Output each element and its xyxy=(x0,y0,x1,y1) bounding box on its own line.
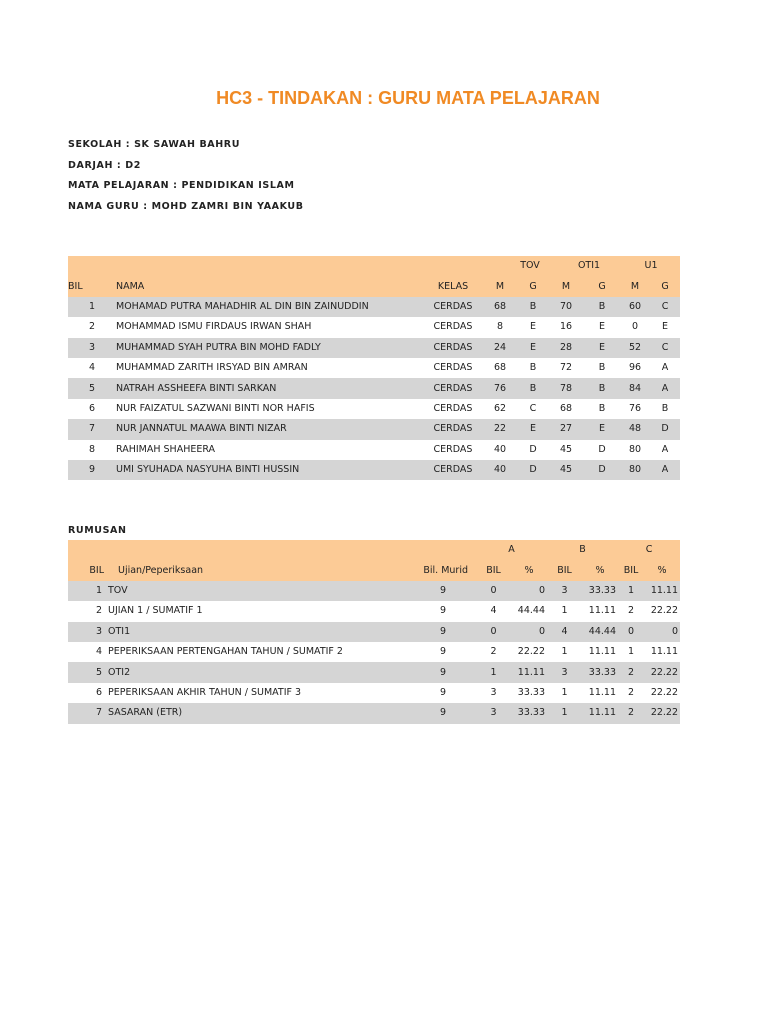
cell-ujian: UJIAN 1 / SUMATIF 1 xyxy=(104,601,366,621)
cell-u1-m: 48 xyxy=(620,419,650,439)
header-tov-g: G xyxy=(518,276,548,296)
cell-bil-murid: 9 xyxy=(366,581,476,601)
cell-tov-m: 40 xyxy=(482,440,518,460)
table-row xyxy=(68,581,680,601)
cell-bil: 4 xyxy=(68,358,116,378)
cell-b-bil: 4 xyxy=(547,622,582,642)
cell-oti1-g: B xyxy=(584,399,620,419)
cell-u1-g: D xyxy=(650,419,680,439)
cell-oti1-m: 28 xyxy=(548,338,584,358)
cell-u1-g: A xyxy=(650,440,680,460)
table-row xyxy=(68,378,680,398)
cell-bil: 3 xyxy=(68,338,116,358)
table-row xyxy=(68,399,680,419)
cell-b-pct: 33.33 xyxy=(582,662,618,682)
cell-a-pct: 0 xyxy=(511,581,547,601)
cell-b-pct: 11.11 xyxy=(582,703,618,723)
table-row xyxy=(68,460,680,480)
cell-kelas: CERDAS xyxy=(424,460,482,480)
cell-oti1-g: E xyxy=(584,317,620,337)
cell-nama: UMI SYUHADA NASYUHA BINTI HUSSIN xyxy=(116,460,424,480)
cell-bil: 5 xyxy=(68,662,104,682)
cell-ujian: PEPERIKSAAN PERTENGAHAN TAHUN / SUMATIF 2 xyxy=(104,642,366,662)
header-c-bil: BIL xyxy=(618,560,644,580)
cell-a-bil: 0 xyxy=(476,622,511,642)
cell-tov-g: B xyxy=(518,358,548,378)
cell-oti1-m: 72 xyxy=(548,358,584,378)
cell-oti1-g: D xyxy=(584,460,620,480)
cell-c-pct: 22.22 xyxy=(644,683,680,703)
cell-oti1-g: B xyxy=(584,358,620,378)
cell-b-bil: 1 xyxy=(547,703,582,723)
cell-nama: MUHAMMAD ZARITH IRSYAD BIN AMRAN xyxy=(116,358,424,378)
cell-tov-g: B xyxy=(518,297,548,317)
header-ujian: Ujian/Peperiksaan xyxy=(104,560,366,580)
cell-u1-m: 80 xyxy=(620,440,650,460)
cell-b-pct: 11.11 xyxy=(582,683,618,703)
cell-bil: 7 xyxy=(68,419,116,439)
cell-tov-g: E xyxy=(518,317,548,337)
header-kelas: KELAS xyxy=(424,276,482,296)
cell-oti1-g: E xyxy=(584,419,620,439)
table-row xyxy=(68,642,680,662)
summary-column-header-row xyxy=(68,560,680,580)
cell-kelas: CERDAS xyxy=(424,419,482,439)
cell-tov-g: B xyxy=(518,378,548,398)
cell-oti1-m: 27 xyxy=(548,419,584,439)
cell-kelas: CERDAS xyxy=(424,338,482,358)
cell-c-pct: 22.22 xyxy=(644,703,680,723)
cell-c-bil: 2 xyxy=(618,703,644,723)
table-row xyxy=(68,317,680,337)
cell-tov-m: 76 xyxy=(482,378,518,398)
table-row xyxy=(68,703,680,723)
table-row xyxy=(68,683,680,703)
cell-c-pct: 22.22 xyxy=(644,662,680,682)
cell-nama: MOHAMAD PUTRA MAHADHIR AL DIN BIN ZAINUDDIN xyxy=(116,297,424,317)
cell-oti1-m: 45 xyxy=(548,460,584,480)
cell-ujian: SASARAN (ETR) xyxy=(104,703,366,723)
group-header-oti1: OTI1 xyxy=(548,256,620,276)
cell-tov-m: 22 xyxy=(482,419,518,439)
cell-oti1-g: D xyxy=(584,440,620,460)
column-header-row xyxy=(68,276,680,296)
table-row xyxy=(68,622,680,642)
cell-kelas: CERDAS xyxy=(424,440,482,460)
group-header-b: B xyxy=(547,540,618,560)
table-row xyxy=(68,358,680,378)
cell-tov-g: C xyxy=(518,399,548,419)
cell-a-bil: 2 xyxy=(476,642,511,662)
cell-oti1-m: 45 xyxy=(548,440,584,460)
cell-u1-g: C xyxy=(650,297,680,317)
summary-group-header-row xyxy=(68,540,680,560)
table-row xyxy=(68,440,680,460)
cell-nama: MOHAMMAD ISMU FIRDAUS IRWAN SHAH xyxy=(116,317,424,337)
cell-bil: 4 xyxy=(68,642,104,662)
cell-a-pct: 11.11 xyxy=(511,662,547,682)
cell-u1-m: 84 xyxy=(620,378,650,398)
cell-oti1-g: E xyxy=(584,338,620,358)
cell-a-bil: 3 xyxy=(476,683,511,703)
cell-oti1-m: 16 xyxy=(548,317,584,337)
group-header-u1: U1 xyxy=(620,256,680,276)
cell-a-pct: 33.33 xyxy=(511,683,547,703)
cell-c-bil: 1 xyxy=(618,642,644,662)
cell-bil: 8 xyxy=(68,440,116,460)
cell-oti1-m: 78 xyxy=(548,378,584,398)
cell-u1-m: 52 xyxy=(620,338,650,358)
cell-ujian: TOV xyxy=(104,581,366,601)
cell-bil: 2 xyxy=(68,601,104,621)
cell-bil: 5 xyxy=(68,378,116,398)
group-header-a: A xyxy=(476,540,547,560)
header-tov-m: M xyxy=(482,276,518,296)
student-results-table xyxy=(68,256,680,480)
cell-c-pct: 11.11 xyxy=(644,581,680,601)
cell-c-pct: 0 xyxy=(644,622,680,642)
header-b-bil: BIL xyxy=(547,560,582,580)
cell-tov-m: 40 xyxy=(482,460,518,480)
header-bil: BIL xyxy=(68,276,116,296)
cell-kelas: CERDAS xyxy=(424,378,482,398)
header-b-pct: % xyxy=(582,560,618,580)
cell-c-bil: 2 xyxy=(618,662,644,682)
cell-b-bil: 3 xyxy=(547,581,582,601)
cell-a-bil: 3 xyxy=(476,703,511,723)
table-row xyxy=(68,338,680,358)
cell-c-bil: 0 xyxy=(618,622,644,642)
cell-u1-g: A xyxy=(650,460,680,480)
header-c-pct: % xyxy=(644,560,680,580)
cell-a-pct: 44.44 xyxy=(511,601,547,621)
cell-bil: 3 xyxy=(68,622,104,642)
cell-u1-g: A xyxy=(650,378,680,398)
cell-a-bil: 4 xyxy=(476,601,511,621)
header-a-pct: % xyxy=(511,560,547,580)
cell-kelas: CERDAS xyxy=(424,317,482,337)
cell-u1-g: B xyxy=(650,399,680,419)
cell-kelas: CERDAS xyxy=(424,399,482,419)
cell-b-pct: 33.33 xyxy=(582,581,618,601)
cell-b-bil: 1 xyxy=(547,683,582,703)
cell-nama: NUR JANNATUL MAAWA BINTI NIZAR xyxy=(116,419,424,439)
table-row xyxy=(68,419,680,439)
cell-bil: 6 xyxy=(68,399,116,419)
cell-tov-m: 24 xyxy=(482,338,518,358)
cell-kelas: CERDAS xyxy=(424,297,482,317)
cell-u1-m: 60 xyxy=(620,297,650,317)
cell-bil: 2 xyxy=(68,317,116,337)
cell-a-pct: 22.22 xyxy=(511,642,547,662)
cell-c-pct: 11.11 xyxy=(644,642,680,662)
cell-u1-g: C xyxy=(650,338,680,358)
header-a-bil: BIL xyxy=(476,560,511,580)
cell-bil-murid: 9 xyxy=(366,683,476,703)
cell-kelas: CERDAS xyxy=(424,358,482,378)
cell-tov-g: D xyxy=(518,440,548,460)
report-info xyxy=(68,139,304,221)
cell-bil-murid: 9 xyxy=(366,622,476,642)
cell-ujian: OTI1 xyxy=(104,622,366,642)
cell-ujian: OTI2 xyxy=(104,662,366,682)
header-bil-murid: Bil. Murid xyxy=(366,560,476,580)
cell-bil-murid: 9 xyxy=(366,601,476,621)
header-oti1-g: G xyxy=(584,276,620,296)
cell-c-bil: 2 xyxy=(618,683,644,703)
cell-a-bil: 1 xyxy=(476,662,511,682)
cell-u1-m: 80 xyxy=(620,460,650,480)
cell-tov-m: 68 xyxy=(482,297,518,317)
cell-u1-g: A xyxy=(650,358,680,378)
header-bil: BIL xyxy=(68,560,104,580)
cell-bil-murid: 9 xyxy=(366,662,476,682)
cell-c-bil: 1 xyxy=(618,581,644,601)
cell-c-pct: 22.22 xyxy=(644,601,680,621)
subject-label: MATA PELAJARAN : PENDIDIKAN ISLAM xyxy=(68,180,295,191)
cell-bil: 6 xyxy=(68,683,104,703)
summary-label: RUMUSAN xyxy=(68,525,127,536)
cell-tov-g: E xyxy=(518,419,548,439)
cell-b-pct: 11.11 xyxy=(582,642,618,662)
table-row xyxy=(68,601,680,621)
cell-c-bil: 2 xyxy=(618,601,644,621)
cell-bil: 9 xyxy=(68,460,116,480)
header-u1-g: G xyxy=(650,276,680,296)
school-label: SEKOLAH : SK SAWAH BAHRU xyxy=(68,139,241,150)
cell-a-pct: 33.33 xyxy=(511,703,547,723)
table-row xyxy=(68,297,680,317)
class-label: DARJAH : D2 xyxy=(68,159,141,171)
cell-b-bil: 3 xyxy=(547,662,582,682)
header-nama: NAMA xyxy=(116,276,424,296)
cell-b-bil: 1 xyxy=(547,601,582,621)
group-header-c: C xyxy=(618,540,680,560)
cell-nama: NATRAH ASSHEEFA BINTI SARKAN xyxy=(116,378,424,398)
cell-oti1-g: B xyxy=(584,378,620,398)
cell-bil: 1 xyxy=(68,297,116,317)
page-title: HC3 - TINDAKAN : GURU MATA PELAJARAN xyxy=(216,88,600,108)
cell-tov-m: 8 xyxy=(482,317,518,337)
cell-bil-murid: 9 xyxy=(366,642,476,662)
cell-a-bil: 0 xyxy=(476,581,511,601)
cell-tov-m: 62 xyxy=(482,399,518,419)
cell-u1-g: E xyxy=(650,317,680,337)
cell-u1-m: 76 xyxy=(620,399,650,419)
cell-bil-murid: 9 xyxy=(366,703,476,723)
group-header-row xyxy=(68,256,680,276)
cell-nama: MUHAMMAD SYAH PUTRA BIN MOHD FADLY xyxy=(116,338,424,358)
cell-b-bil: 1 xyxy=(547,642,582,662)
cell-tov-m: 68 xyxy=(482,358,518,378)
cell-b-pct: 44.44 xyxy=(582,622,618,642)
cell-ujian: PEPERIKSAAN AKHIR TAHUN / SUMATIF 3 xyxy=(104,683,366,703)
summary-table xyxy=(68,540,680,724)
cell-u1-m: 96 xyxy=(620,358,650,378)
table-row xyxy=(68,662,680,682)
cell-tov-g: D xyxy=(518,460,548,480)
cell-a-pct: 0 xyxy=(511,622,547,642)
cell-oti1-m: 68 xyxy=(548,399,584,419)
header-u1-m: M xyxy=(620,276,650,296)
cell-nama: NUR FAIZATUL SAZWANI BINTI NOR HAFIS xyxy=(116,399,424,419)
cell-u1-m: 0 xyxy=(620,317,650,337)
teacher-label: NAMA GURU : MOHD ZAMRI BIN YAAKUB xyxy=(68,200,304,212)
cell-oti1-m: 70 xyxy=(548,297,584,317)
header-oti1-m: M xyxy=(548,276,584,296)
cell-nama: RAHIMAH SHAHEERA xyxy=(116,440,424,460)
group-header-tov: TOV xyxy=(482,256,548,276)
cell-tov-g: E xyxy=(518,338,548,358)
cell-bil: 1 xyxy=(68,581,104,601)
cell-bil: 7 xyxy=(68,703,104,723)
cell-b-pct: 11.11 xyxy=(582,601,618,621)
cell-oti1-g: B xyxy=(584,297,620,317)
